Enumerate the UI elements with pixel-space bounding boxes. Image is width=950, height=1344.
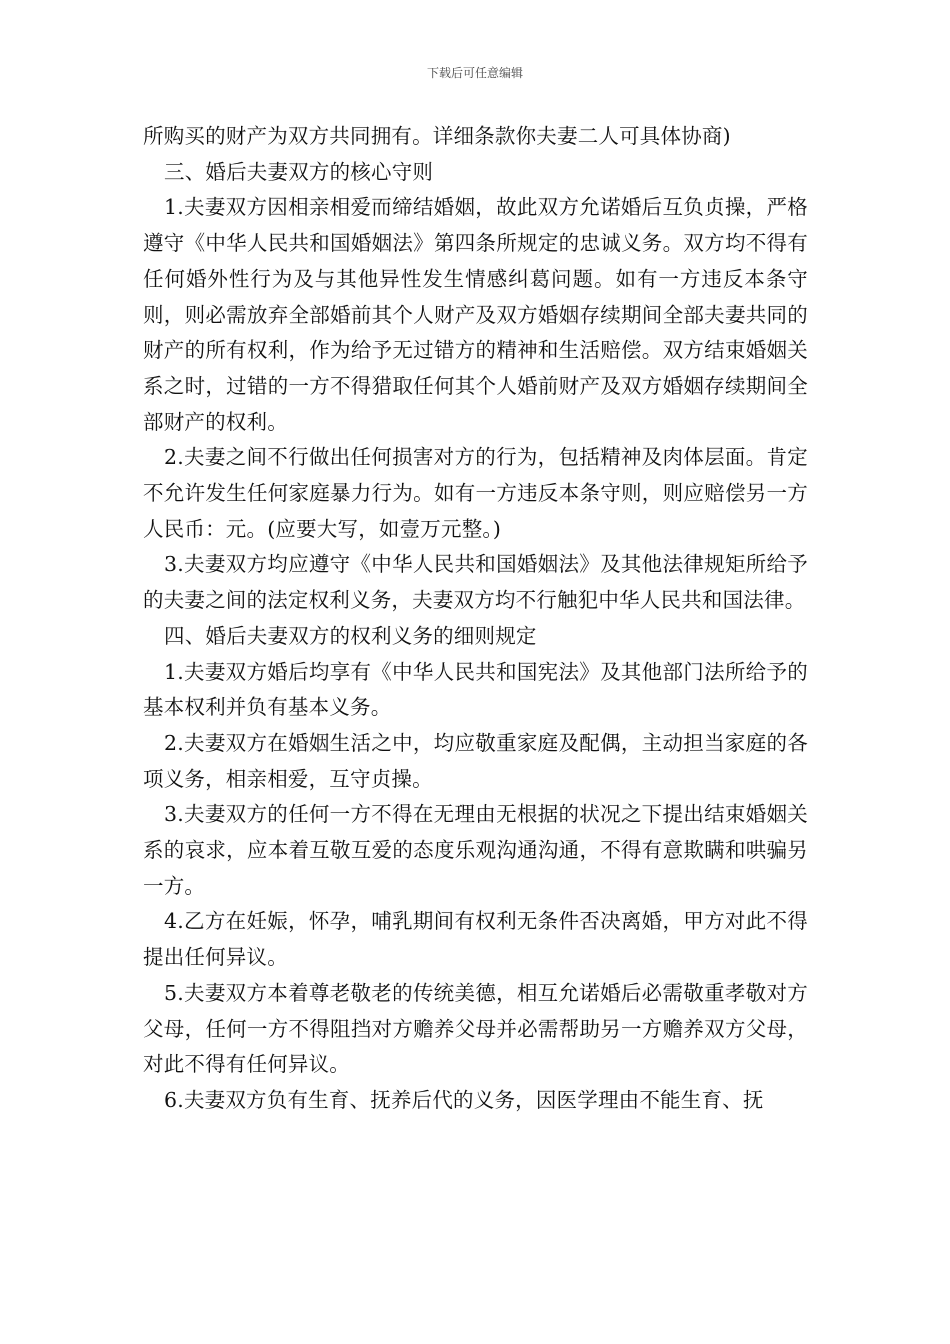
clause-3-3: 3.夫妻双方均应遵守《中华人民共和国婚姻法》及其他法律规矩所给予的夫妻之间的法定权利义务，夫妻双方均不行触犯中华人民共和国法律。 [143,552,808,613]
section-heading-4: 四、婚后夫妻双方的权利义务的细则规定 [164,623,537,648]
page-header: 下载后可任意编辑 [426,66,523,80]
clause-4-6: 6.夫妻双方负有生育、抚养后代的义务，因医学理由不能生育、抚 [164,1087,764,1112]
clause-3-2: 2.夫妻之间不行做出任何损害对方的行为，包括精神及肉体层面。肯定不允许发生任何家庭暴力行为。如有一方违反本条守则，则应赔偿另一方人民币：元。(应要大写，如壹万元整。) [143,445,808,541]
clause-4-5: 5.夫妻双方本着尊老敬老的传统美德，相互允诺婚后必需敬重孝敬对方父母，任何一方不得阻挡对方赡养父母并必需帮助另一方赡养双方父母，对此不得有任何异议。 [143,980,808,1077]
clause-4-1: 1.夫妻双方婚后均享有《中华人民共和国宪法》及其他部门法所给予的基本权利并负有基本义务。 [143,659,808,720]
document-body [143,119,808,1119]
clause-4-3: 3.夫妻双方的任何一方不得在无理由无根据的状况之下提出结束婚姻关系的哀求，应本着互敬互爱的态度乐观沟通沟通，不得有意欺瞒和哄骗另一方。 [143,802,808,898]
paragraph-continuation: 所购买的财产为双方共同拥有。详细条款你夫妻二人可具体协商) [143,124,731,148]
clause-4-4: 4.乙方在妊娠，怀孕，哺乳期间有权利无条件否决离婚，甲方对此不得提出任何异议。 [143,909,808,970]
clause-3-1: 1.夫妻双方因相亲相爱而缔结婚姻，故此双方允诺婚后互负贞操，严格遵守《中华人民共和国婚姻法》第四条所规定的忠诚义务。双方均不得有任何婚外性行为及与其他异性发生情感纠葛问题。如有一方违反本条守则，则必需放弃全部婚前其个人财产及双方婚姻存续期间全部夫妻共同的财产的所有权利，作为给予无过错方的精神和生活赔偿。双方结束婚姻关系之时，过错的一方不得猎取任何其个人婚前财产及双方婚姻存续期间全部财产的权利。 [143,195,808,434]
section-heading-3: 三、婚后夫妻双方的核心守则 [164,159,434,184]
clause-4-2: 2.夫妻双方在婚姻生活之中，均应敬重家庭及配偶，主动担当家庭的各项义务，相亲相爱，互守贞操。 [143,730,808,791]
